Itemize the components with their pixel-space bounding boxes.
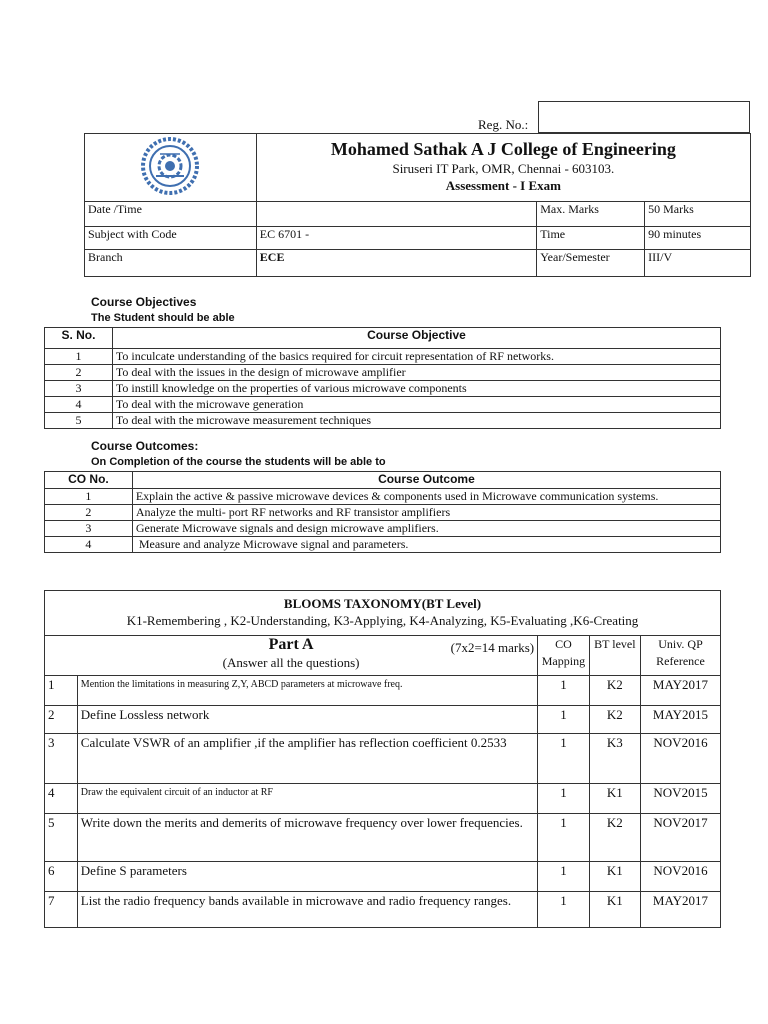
table-row (45, 892, 721, 928)
table-row (45, 784, 721, 814)
date-time-label: Date /Time (85, 202, 257, 227)
outcome-text: Measure and analyze Microwave signal and parameters. (132, 537, 720, 553)
course-objectives-heading: Course Objectives (91, 295, 197, 309)
subject-code-label: Subject with Code (85, 227, 257, 250)
year-semester-label: Year/Semester (537, 250, 645, 277)
outcome-text: Generate Microwave signals and design microwave amplifiers. (132, 521, 720, 537)
question-text: Write down the merits and demerits of microwave frequency over lower frequencies. (77, 814, 537, 862)
question-no: 2 (45, 706, 78, 734)
table-row (45, 814, 721, 862)
year-semester-value: III/V (645, 250, 751, 277)
table-row (45, 397, 721, 413)
course-objectives-table (44, 327, 721, 429)
question-text: Calculate VSWR of an amplifier ,if the amplifier has reflection coefficient 0.2533 (77, 734, 537, 784)
question-bt: K3 (589, 734, 640, 784)
table-row (45, 676, 721, 706)
col-header-bt-level: BT level (589, 636, 640, 676)
col-header-univ-ref: Univ. QP Reference (640, 636, 720, 676)
table-row (45, 521, 721, 537)
part-a-instructions: (Answer all the questions) (222, 655, 360, 670)
objective-text: To deal with the microwave measurement techniques (112, 413, 720, 429)
question-text: Define Lossless network (77, 706, 537, 734)
question-ref: NOV2016 (640, 862, 720, 892)
question-ref: MAY2017 (640, 676, 720, 706)
question-bt: K2 (589, 676, 640, 706)
question-text: Mention the limitations in measuring Z,Y, ABCD parameters at microwave freq. (77, 676, 537, 706)
table-row (45, 349, 721, 365)
question-no: 1 (45, 676, 78, 706)
objective-sno: 1 (45, 349, 113, 365)
question-co: 1 (538, 734, 590, 784)
question-ref: NOV2017 (640, 814, 720, 862)
course-objectives-subheading: The Student should be able (91, 312, 235, 324)
question-bt: K1 (589, 892, 640, 928)
part-a-marks: (7x2=14 marks) (450, 640, 535, 655)
question-bt: K2 (589, 814, 640, 862)
objective-text: To instill knowledge on the properties of various microwave components (112, 381, 720, 397)
question-ref: NOV2015 (640, 784, 720, 814)
college-logo-cell (85, 134, 257, 202)
college-address: Siruseri IT Park, OMR, Chennai - 603103. (392, 161, 615, 176)
outcome-text: Analyze the multi- port RF networks and RF transistor amplifiers (132, 505, 720, 521)
question-no: 5 (45, 814, 78, 862)
question-ref: MAY2015 (640, 706, 720, 734)
objective-text: To deal with the microwave generation (112, 397, 720, 413)
course-outcomes-subheading: On Completion of the course the students will be able to (91, 456, 386, 468)
table-row (45, 489, 721, 505)
outcome-no: 4 (45, 537, 133, 553)
objective-text: To deal with the issues in the design of microwave amplifier (112, 365, 720, 381)
blooms-taxonomy-cell (45, 591, 721, 636)
reg-no-field[interactable] (538, 101, 750, 133)
question-co: 1 (538, 784, 590, 814)
time-value: 90 minutes (645, 227, 751, 250)
question-co: 1 (538, 814, 590, 862)
objective-sno: 4 (45, 397, 113, 413)
question-co: 1 (538, 862, 590, 892)
reg-no-label: Reg. No.: (478, 117, 529, 132)
max-marks-value: 50 Marks (645, 202, 751, 227)
question-co: 1 (538, 676, 590, 706)
question-text: Define S parameters (77, 862, 537, 892)
table-row (45, 413, 721, 429)
question-text: List the radio frequency bands available in microwave and radio frequency ranges. (77, 892, 537, 928)
question-bt: K1 (589, 784, 640, 814)
table-row (45, 706, 721, 734)
blooms-taxonomy-title: BLOOMS TAXONOMY(BT Level) (283, 596, 482, 611)
table-row (45, 365, 721, 381)
outcome-no: 1 (45, 489, 133, 505)
question-ref: NOV2016 (640, 734, 720, 784)
col-header-outcome: Course Outcome (132, 472, 720, 489)
part-a-heading-cell (45, 636, 538, 676)
table-row (45, 862, 721, 892)
question-no: 6 (45, 862, 78, 892)
course-outcomes-heading: Course Outcomes: (91, 439, 199, 453)
objective-text: To inculcate understanding of the basics required for circuit representation of RF networks. (112, 349, 720, 365)
college-title-cell (256, 134, 750, 202)
part-a-title: Part A (268, 636, 314, 653)
col-header-sno: S. No. (45, 328, 113, 349)
question-bt: K1 (589, 862, 640, 892)
exam-title: Assessment - I Exam (445, 178, 561, 193)
time-label: Time (537, 227, 645, 250)
table-row (45, 381, 721, 397)
course-outcomes-table (44, 471, 721, 553)
outcome-text: Explain the active & passive microwave devices & components used in Microwave communication systems. (132, 489, 720, 505)
date-time-value (256, 202, 536, 227)
outcome-no: 3 (45, 521, 133, 537)
college-name: Mohamed Sathak A J College of Engineering (330, 139, 676, 159)
college-logo-icon (134, 136, 206, 196)
question-no: 7 (45, 892, 78, 928)
branch-label: Branch (85, 250, 257, 277)
max-marks-label: Max. Marks (537, 202, 645, 227)
branch-value: ECE (256, 250, 536, 277)
col-header-co-mapping: CO Mapping (538, 636, 590, 676)
objective-sno: 3 (45, 381, 113, 397)
part-a-table (44, 590, 721, 928)
objective-sno: 2 (45, 365, 113, 381)
table-row (45, 537, 721, 553)
table-row (45, 734, 721, 784)
question-text: Draw the equivalent circuit of an inductor at RF (77, 784, 537, 814)
question-ref: MAY2017 (640, 892, 720, 928)
question-co: 1 (538, 706, 590, 734)
col-header-objective: Course Objective (112, 328, 720, 349)
question-no: 4 (45, 784, 78, 814)
question-bt: K2 (589, 706, 640, 734)
outcome-no: 2 (45, 505, 133, 521)
subject-code-value: EC 6701 - (256, 227, 536, 250)
objective-sno: 5 (45, 413, 113, 429)
blooms-taxonomy-levels: K1-Remembering , K2-Understanding, K3-Applying, K4-Analyzing, K5-Evaluating ,K6-Creating (126, 613, 639, 628)
col-header-co-no: CO No. (45, 472, 133, 489)
question-co: 1 (538, 892, 590, 928)
table-row (45, 505, 721, 521)
header-table (84, 133, 751, 277)
question-no: 3 (45, 734, 78, 784)
